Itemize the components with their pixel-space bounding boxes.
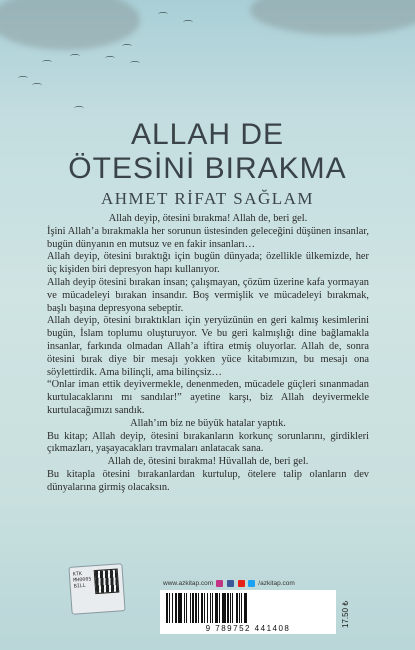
website-text: www.azkitap.com [163, 580, 214, 588]
paragraph: Allah deyip, ötesini bıraktıkları için yeryüzünün en geri kalmış kesimlerini bugün, İslam toplumu oluşturuyor. Ve bu geri kalmışlığı dine bağlamakla insanlar, farkında olmadan Allah’a iftira etmiş oluyorlar. Allah de, sonra ötesini bırak diye bir mesajı yokken yüce kitabımızın, bu mesajı ona söylettirdik. Ama bilinçli, ama bilinçsiz… [47, 315, 369, 378]
paragraph: İşini Allah’a bırakmakla her sorunun üstesinden geleceğini düşünen insanlar, bugün dünyanın en mutsuz ve en fakir insanları… [47, 225, 369, 250]
paragraph: “Onlar iman ettik deyivermekle, denenmeden, mücadele güçleri sınanmadan kurtulacaklarını mı sandılar!” ayetine karşı, biz Allah deyivermekle kurtulacağımızı sandık. [47, 379, 369, 416]
sticker-label: KTK MH0005 BILL [72, 571, 92, 590]
paragraph: Allah’ım biz ne büyük hatalar yaptık. [130, 417, 286, 429]
bird-icon: ⌒ [70, 55, 80, 66]
author-name: AHMET RİFAT SAĞLAM [100, 189, 315, 208]
twitter-icon [248, 580, 255, 587]
bird-icon: ⌒ [158, 13, 168, 24]
bird-icon: ⌒ [105, 57, 115, 68]
book-title [0, 118, 415, 186]
cloud-right [250, 0, 415, 35]
paragraph: Allah deyip, ötesini bıraktığı için bugün dünyada; özellikle ülkemizde, her üç kişiden biri depresyon hapı kullanıyor. [47, 251, 369, 276]
bird-icon: ⌒ [18, 77, 28, 88]
bird-icon: ⌒ [122, 45, 132, 56]
isbn-barcode [160, 590, 336, 634]
paragraph: Bu kitap; Allah deyip, ötesini bırakanların korkunç sorunlarını, girdikleri çıkmazları, yaşayacakları travmaları anlatacak sana. [47, 430, 369, 455]
paragraph: Allah de, ötesini bırakma! Hüvallah de, beri gel. [107, 456, 309, 468]
paragraph: Allah deyip ötesini bırakan insan; çalışmayan, çözüm üzerine kafa yormayan ve mücadeleyi bırakan insandır. Boş vermişlik ve mücadeleyi bırakmak, başlı başına depresyona sebeptir. [47, 276, 369, 314]
paragraph: Allah deyip, ötesini bırakma! Allah de, beri gel. [108, 213, 308, 224]
title-line-2: ÖTESİNİ BIRAKMA [68, 152, 347, 185]
barcode-icon [166, 593, 330, 623]
instagram-icon [216, 580, 223, 587]
bird-icon: ⌒ [74, 107, 84, 118]
back-cover-text [47, 213, 369, 495]
price-label: 17.50 ₺ [341, 600, 350, 628]
publisher-website [163, 580, 295, 587]
barcode-bar [247, 593, 248, 623]
facebook-icon [227, 580, 234, 587]
paragraph: Bu kitapla ötesini bırakanlardan kurtulup, ötelere talip olanların dev dünyalarına girmiş olacaksın. [47, 468, 369, 493]
title-line-1: ALLAH DE [130, 118, 285, 151]
youtube-icon [238, 580, 245, 587]
isbn-number: 9 789752 441408 [205, 624, 291, 633]
bird-icon: ⌒ [183, 21, 193, 32]
library-sticker [68, 563, 125, 615]
bird-icon: ⌒ [42, 61, 52, 72]
cloud-left [0, 0, 140, 50]
website-text-right: /azkitap.com [258, 580, 295, 588]
bird-icon: ⌒ [130, 62, 140, 73]
bird-icon: ⌒ [32, 84, 42, 95]
qr-code-icon [94, 569, 120, 595]
